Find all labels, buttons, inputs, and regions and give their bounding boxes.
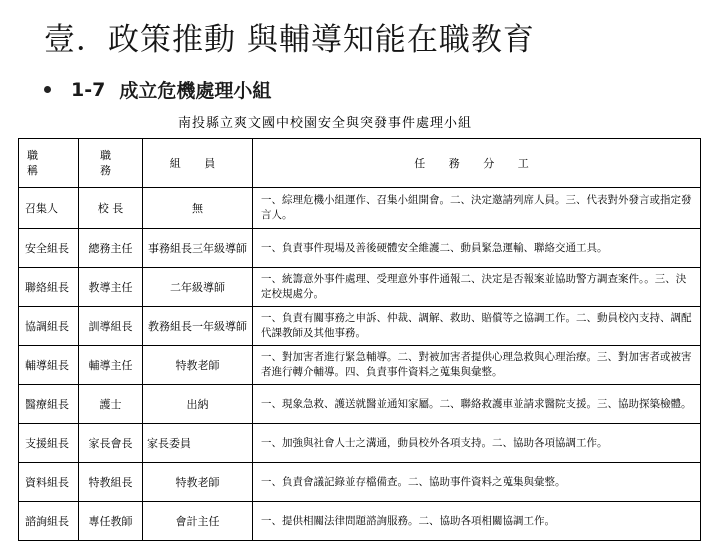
cell-role: 資料組長 <box>19 463 79 502</box>
cell-tasks: 一、負責會議記錄並存檔備查。二、協助事件資料之蒐集與彙整。 <box>253 463 701 502</box>
header-position: 職 務 <box>79 139 143 188</box>
cell-position: 專任教師 <box>79 502 143 541</box>
cell-role: 協調組長 <box>19 307 79 346</box>
cell-tasks: 一、負責有關事務之申訴、仲裁、調解、救助、賠償等之協調工作。二、動員校內支持、調配代課教師及其他事務。 <box>253 307 701 346</box>
cell-tasks: 一、提供相關法律問題諮詢服務。二、協助各項相關協調工作。 <box>253 502 701 541</box>
cell-member: 家長委員 <box>143 424 253 463</box>
cell-role: 支援組長 <box>19 424 79 463</box>
cell-position: 特教組長 <box>79 463 143 502</box>
cell-role: 醫療組長 <box>19 385 79 424</box>
cell-tasks: 一、綜理危機小組運作、召集小組開會。二、決定邀請列席人員。三、代表對外發言或指定發言人。 <box>253 188 701 229</box>
cell-member: 無 <box>143 188 253 229</box>
section-heading <box>44 76 271 103</box>
cell-role: 召集人 <box>19 188 79 229</box>
bullet-dot-icon <box>44 86 51 93</box>
duty-table <box>18 138 701 541</box>
section-number: 1-7 <box>71 78 106 101</box>
header-tasks: 任 務 分 工 <box>253 139 701 188</box>
cell-role: 安全組長 <box>19 229 79 268</box>
cell-role: 諮詢組長 <box>19 502 79 541</box>
cell-position: 訓導組長 <box>79 307 143 346</box>
cell-member: 教務組長一年級導師 <box>143 307 253 346</box>
cell-position: 家長會長 <box>79 424 143 463</box>
cell-member: 特教老師 <box>143 463 253 502</box>
cell-role: 輔導組長 <box>19 346 79 385</box>
table-row <box>19 188 701 229</box>
cell-position: 教導主任 <box>79 268 143 307</box>
cell-tasks: 一、對加害者進行緊急輔導。二、對被加害者提供心理急救與心理治療。三、對加害者或被害者進行轉介輔導。四、負責事件資料之蒐集與彙整。 <box>253 346 701 385</box>
table-caption: 南投縣立爽文國中校園安全與突發事件處理小組 <box>177 116 472 131</box>
table-row <box>19 346 701 385</box>
cell-member: 事務組長三年級導師 <box>143 229 253 268</box>
cell-member: 會計主任 <box>143 502 253 541</box>
header-member: 組 員 <box>143 139 253 188</box>
cell-tasks: 一、統籌意外事件處理、受理意外事件通報二、決定是否報案並協助警方調查案件。。三、決定校規處分。 <box>253 268 701 307</box>
cell-tasks: 一、加強與社會人士之溝通，動員校外各項支持。二、協助各項協調工作。 <box>253 424 701 463</box>
section-label: 成立危機處理小組 <box>119 80 272 102</box>
slide-title: 壹．政策推動 與輔導知能在職教育 <box>44 22 535 58</box>
header-role: 職 稱 <box>19 139 79 188</box>
cell-member: 二年級導師 <box>143 268 253 307</box>
cell-position: 輔導主任 <box>79 346 143 385</box>
table-row <box>19 502 701 541</box>
cell-position: 校 長 <box>79 188 143 229</box>
cell-position: 護士 <box>79 385 143 424</box>
table-header-row <box>19 139 701 188</box>
table-row <box>19 268 701 307</box>
table-row <box>19 307 701 346</box>
table-row <box>19 463 701 502</box>
cell-member: 特教老師 <box>143 346 253 385</box>
table-row <box>19 385 701 424</box>
cell-role: 聯絡組長 <box>19 268 79 307</box>
table-row <box>19 229 701 268</box>
cell-member: 出納 <box>143 385 253 424</box>
table-row <box>19 424 701 463</box>
cell-tasks: 一、現象急救、護送就醫並通知家屬。二、聯絡救護車並請求醫院支援。三、協助探築檢體。 <box>253 385 701 424</box>
cell-position: 總務主任 <box>79 229 143 268</box>
cell-tasks: 一、負責事件現場及善後硬體安全維護二、動員緊急運輸、聯絡交通工具。 <box>253 229 701 268</box>
